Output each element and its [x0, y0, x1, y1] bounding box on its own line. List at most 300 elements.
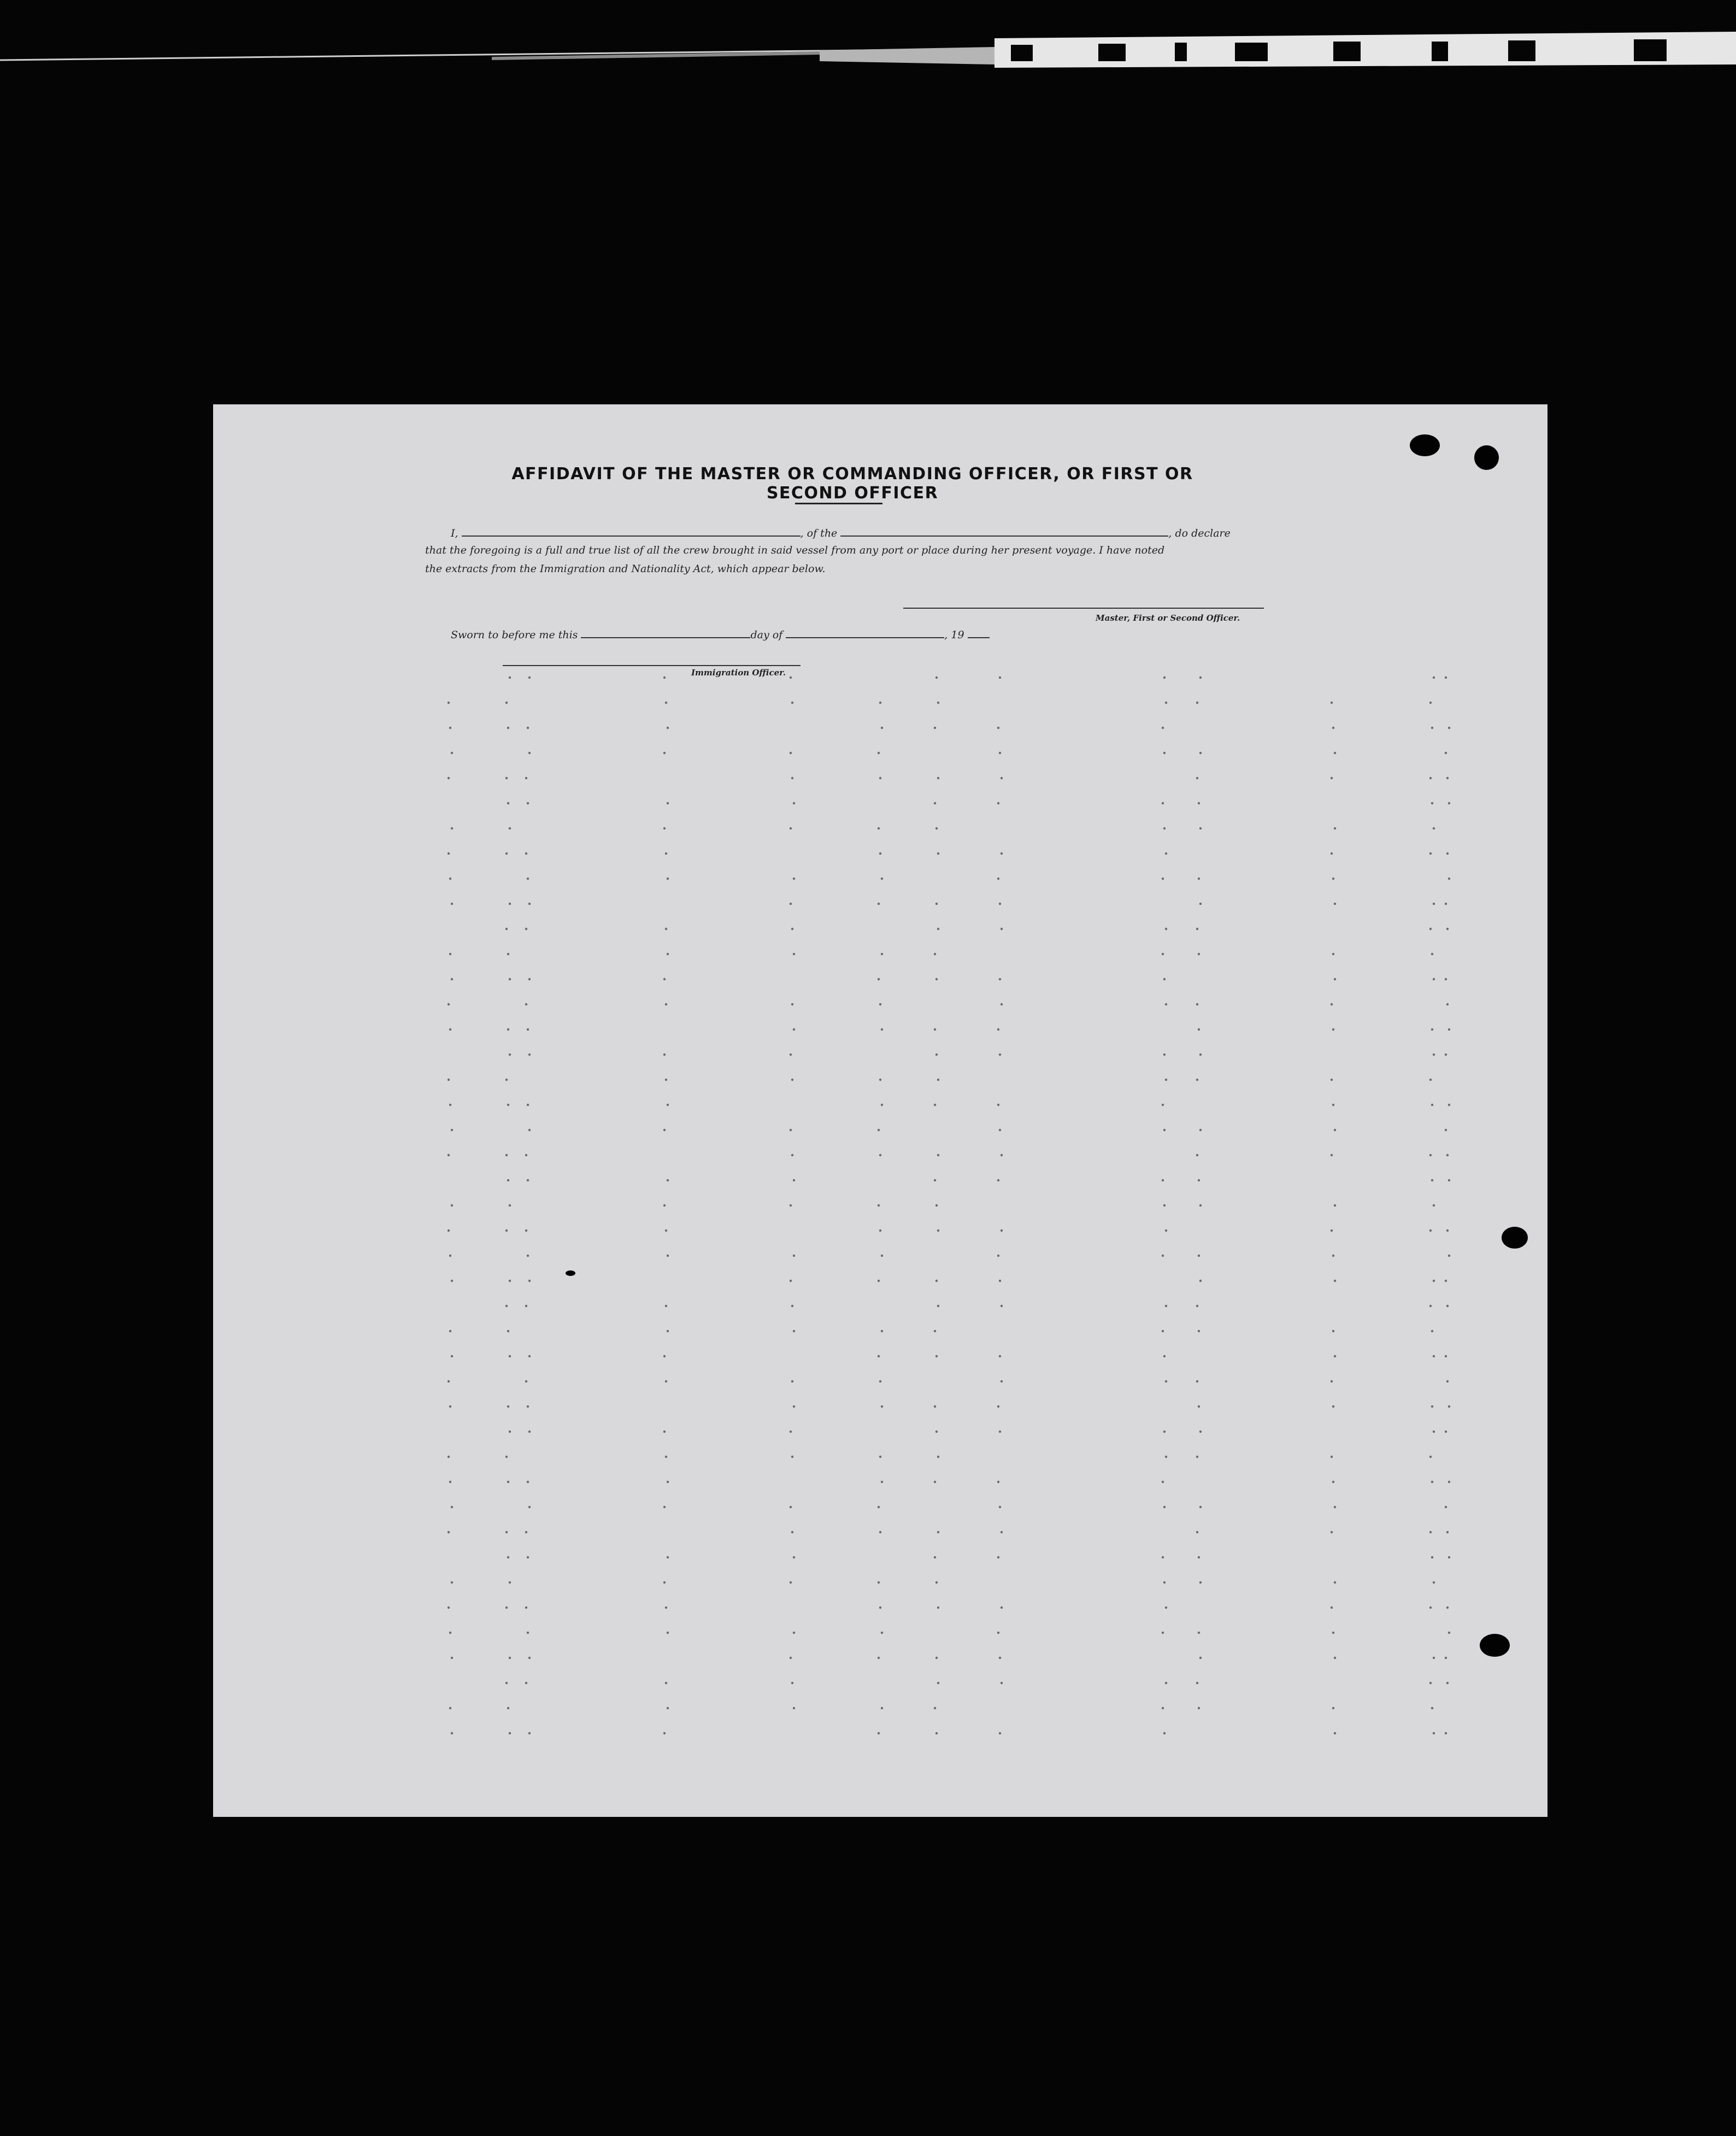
ruling-dot — [1165, 1607, 1167, 1609]
ruling-dot — [879, 1003, 881, 1005]
ruling-dot — [791, 1003, 793, 1005]
ruling-dot — [507, 802, 509, 804]
ruling-dot — [527, 1481, 529, 1483]
ruling-dot — [934, 1330, 936, 1332]
ruling-dot — [1446, 1380, 1449, 1382]
ruling-dot — [505, 1531, 508, 1533]
ruling-dot — [505, 1305, 508, 1307]
ruling-dot — [1001, 1305, 1003, 1307]
ruling-dot — [1199, 827, 1202, 829]
ruling-dot — [1199, 1581, 1202, 1584]
ruling-dot — [1331, 777, 1333, 779]
ruling-dot — [449, 1405, 451, 1408]
ruling-dot — [1431, 1481, 1433, 1483]
ruling-dot — [1332, 1481, 1334, 1483]
ruling-dot — [1429, 777, 1432, 779]
ruling-dot — [448, 852, 450, 855]
ruling-dot — [1429, 1456, 1432, 1458]
ruling-dot — [527, 1632, 529, 1634]
ruling-dot — [509, 1581, 511, 1584]
ruling-dot — [999, 1129, 1001, 1131]
ruling-dot — [793, 1330, 795, 1332]
ruling-dot — [1448, 878, 1450, 880]
ruling-dot — [451, 1506, 453, 1508]
ruling-dot — [527, 802, 529, 804]
ruling-dot — [505, 702, 508, 704]
ruling-dot — [507, 1707, 509, 1709]
ruling-dot — [1331, 1607, 1333, 1609]
ruling-dot — [1431, 1104, 1433, 1106]
ruling-dot — [1199, 1129, 1202, 1131]
ruling-dot — [527, 1255, 529, 1257]
ruling-dot — [449, 1104, 451, 1106]
ruling-dot — [1332, 1104, 1334, 1106]
ruling-dot — [1448, 1028, 1450, 1031]
ruling-dot — [1445, 1431, 1447, 1433]
ruling-dot — [528, 1431, 531, 1433]
ruling-dot — [935, 1732, 938, 1734]
ink-spot — [566, 1270, 575, 1276]
ruling-dot — [881, 1255, 883, 1257]
ruling-dot — [1196, 1456, 1198, 1458]
ruling-dot — [1162, 1481, 1164, 1483]
ruling-dot — [1162, 1556, 1164, 1558]
ruling-dot — [1198, 1255, 1200, 1257]
ruling-dot — [1445, 1129, 1447, 1131]
ruling-dot — [665, 1229, 667, 1232]
ruling-dot — [1163, 1355, 1166, 1357]
ruling-dot — [667, 878, 669, 880]
ruling-dot — [790, 752, 792, 754]
ruling-dot — [791, 1456, 793, 1458]
ruling-dot — [1429, 1079, 1432, 1081]
ruling-dot — [1448, 1481, 1450, 1483]
ruling-dot — [451, 1129, 453, 1131]
ruling-dot — [1198, 878, 1200, 880]
ruling-dot — [665, 1003, 667, 1005]
ruling-dot — [667, 1255, 669, 1257]
ruling-dot — [449, 727, 451, 729]
ruling-dot — [1433, 1657, 1435, 1659]
ruling-dot — [1334, 1355, 1336, 1357]
ruling-dot — [1429, 928, 1432, 930]
ruling-dot — [935, 1657, 938, 1659]
ruling-dot — [1331, 1079, 1333, 1081]
ruling-dot — [935, 903, 938, 905]
ruling-dot — [791, 1682, 793, 1684]
ruling-dot — [881, 1104, 883, 1106]
ruling-dot — [505, 777, 508, 779]
ruling-dot — [1331, 702, 1333, 704]
ruling-dot — [528, 1506, 531, 1508]
ruling-dot — [1433, 827, 1435, 829]
ruling-dot — [1332, 1330, 1334, 1332]
ruling-dot — [663, 978, 666, 980]
ruling-dot — [1199, 752, 1202, 754]
ruling-dot — [1429, 702, 1432, 704]
ruling-dot — [879, 1380, 881, 1382]
ruling-dot — [1448, 1632, 1450, 1634]
ruling-dot — [1162, 1179, 1164, 1181]
ruling-dot — [793, 1255, 795, 1257]
ruling-dot — [525, 1682, 527, 1684]
ruling-dot — [1446, 1531, 1449, 1533]
ruling-dot — [999, 1280, 1001, 1282]
ruling-dot — [1196, 1003, 1198, 1005]
ruling-dot — [449, 1707, 451, 1709]
ruling-dot — [878, 1732, 880, 1734]
ruling-dot — [879, 1531, 881, 1533]
ruling-dot — [1429, 1682, 1432, 1684]
ruling-dot — [878, 903, 880, 905]
ruling-dot — [667, 1330, 669, 1332]
ruling-dot — [935, 1581, 938, 1584]
ruling-dot — [793, 1405, 795, 1408]
ruling-dot — [934, 1405, 936, 1408]
ruling-dot — [507, 1405, 509, 1408]
ruling-dot — [935, 1355, 938, 1357]
ruling-dot — [663, 1581, 666, 1584]
ruling-dot — [1165, 1456, 1167, 1458]
ruling-dot — [1163, 1431, 1166, 1433]
ruling-dot — [1162, 1330, 1164, 1332]
ruling-dot — [793, 802, 795, 804]
vessel-prefix: , of the — [800, 527, 838, 539]
ruling-dot — [1001, 1380, 1003, 1382]
ruling-dot — [451, 1280, 453, 1282]
ruling-dot — [937, 777, 939, 779]
declarant-prefix: I, — [451, 527, 458, 539]
ruling-dot — [1163, 752, 1166, 754]
ruling-dot — [509, 1054, 511, 1056]
ruling-dot — [1162, 953, 1164, 955]
ruling-dot — [935, 1204, 938, 1207]
ruling-dot — [790, 676, 792, 679]
ruling-dot — [1334, 1657, 1336, 1659]
ruling-dot — [934, 1179, 936, 1181]
ruling-dot — [527, 1405, 529, 1408]
ruling-dot — [1334, 1732, 1336, 1734]
ruling-dot — [878, 752, 880, 754]
ruling-dot — [935, 978, 938, 980]
ruling-dot — [505, 1607, 508, 1609]
ruling-dot — [1162, 1632, 1164, 1634]
ruling-dot — [1001, 1531, 1003, 1533]
ruling-dot — [1445, 1657, 1447, 1659]
sworn-year-prefix: , 19 — [944, 629, 964, 641]
ruling-dot — [881, 1330, 883, 1332]
ruling-dot — [667, 1556, 669, 1558]
ruling-dot — [1431, 1179, 1433, 1181]
ruling-dot — [937, 1682, 939, 1684]
ruling-dot — [1163, 1204, 1166, 1207]
ruling-dot — [1433, 676, 1435, 679]
ruling-dot — [879, 852, 881, 855]
ruling-dot — [451, 1355, 453, 1357]
ruling-dot — [999, 1355, 1001, 1357]
ruling-dot — [663, 1506, 666, 1508]
ruling-dot — [999, 676, 1001, 679]
ruling-dot — [665, 1079, 667, 1081]
ruling-dot — [451, 1204, 453, 1207]
ruling-dot — [505, 1456, 508, 1458]
ruling-dot — [1429, 1305, 1432, 1307]
ruling-dot — [509, 1431, 511, 1433]
ruling-dot — [449, 953, 451, 955]
ruling-dot — [790, 1129, 792, 1131]
ruling-dot — [879, 1154, 881, 1156]
ruling-dot — [791, 1154, 793, 1156]
ruling-dot — [937, 1154, 939, 1156]
ruling-dot — [1433, 903, 1435, 905]
ruling-dot — [509, 1355, 511, 1357]
ruling-dot — [879, 1229, 881, 1232]
ruling-dot — [448, 1607, 450, 1609]
ruling-dot — [528, 676, 531, 679]
ruling-dot — [1162, 1104, 1164, 1106]
ruling-dot — [507, 727, 509, 729]
ruling-dot — [1334, 1129, 1336, 1131]
ruling-dot — [935, 1431, 938, 1433]
ruling-dot — [1334, 978, 1336, 980]
ruling-dot — [507, 1330, 509, 1332]
ruling-dot — [1165, 1003, 1167, 1005]
ruling-dot — [790, 1204, 792, 1207]
ruling-dot — [528, 1657, 531, 1659]
ruling-dot — [934, 1556, 936, 1558]
ruling-dot — [997, 1632, 999, 1634]
ruling-dot — [997, 1028, 999, 1031]
ruling-dot — [448, 1531, 450, 1533]
ruling-dot — [793, 1179, 795, 1181]
ruling-dot — [663, 1204, 666, 1207]
ruling-dot — [451, 752, 453, 754]
ruling-dot — [525, 1229, 527, 1232]
ruling-dot — [1446, 1229, 1449, 1232]
ruling-dot — [878, 978, 880, 980]
ruling-dot — [507, 1028, 509, 1031]
ruling-dot — [1445, 1355, 1447, 1357]
ruling-dot — [1199, 1054, 1202, 1056]
ruling-dot — [663, 1431, 666, 1433]
ruling-dot — [1448, 727, 1450, 729]
ruling-dot — [999, 1732, 1001, 1734]
ruling-dot — [663, 1732, 666, 1734]
ruling-dot — [937, 1531, 939, 1533]
ruling-dot — [1198, 1556, 1200, 1558]
ruling-dot — [934, 1481, 936, 1483]
ruling-dot — [505, 1229, 508, 1232]
ruling-dot — [1433, 1280, 1435, 1282]
ruling-dot — [791, 1305, 793, 1307]
ruling-dot — [1199, 1506, 1202, 1508]
ruling-dot — [1448, 1104, 1450, 1106]
ruling-dot — [999, 1054, 1001, 1056]
ruling-dot — [1165, 852, 1167, 855]
ruling-dot — [1162, 727, 1164, 729]
master-signature-caption: Master, First or Second Officer. — [1096, 613, 1240, 623]
ruling-dot — [1446, 1607, 1449, 1609]
ruling-dot — [667, 1632, 669, 1634]
ruling-dot — [449, 1481, 451, 1483]
ruling-dot — [791, 777, 793, 779]
ruling-dot — [790, 1581, 792, 1584]
ruling-dot — [509, 1204, 511, 1207]
ruling-dot — [449, 1330, 451, 1332]
ruling-dot — [1429, 1607, 1432, 1609]
ruling-dot — [999, 1657, 1001, 1659]
ruling-dot — [1163, 676, 1166, 679]
ruling-dot — [790, 1054, 792, 1056]
sworn-prefix: Sworn to before me this — [451, 629, 578, 641]
ruling-dot — [1163, 827, 1166, 829]
ruling-dot — [1334, 827, 1336, 829]
declare-suffix: , do declare — [1168, 527, 1231, 539]
ruling-dot — [1163, 1581, 1166, 1584]
ruling-dot — [878, 1581, 880, 1584]
ruling-dot — [525, 1531, 527, 1533]
ruling-dot — [528, 1054, 531, 1056]
ruling-dot — [448, 1154, 450, 1156]
ruling-dot — [528, 752, 531, 754]
ruling-dot — [505, 1154, 508, 1156]
ruling-dot — [1429, 1154, 1432, 1156]
ruling-dot — [1331, 1456, 1333, 1458]
immigration-officer-caption: Immigration Officer. — [691, 668, 786, 678]
ruling-dot — [525, 852, 527, 855]
ruling-dot — [665, 1682, 667, 1684]
ruling-dot — [879, 1079, 881, 1081]
ruling-dot — [1163, 1506, 1166, 1508]
ruling-dot — [1445, 1280, 1447, 1282]
ruling-dot — [937, 1229, 939, 1232]
ruling-dot — [1446, 1305, 1449, 1307]
ruling-dot — [881, 953, 883, 955]
sworn-day-of: day of — [750, 629, 783, 641]
film-edge-strip — [0, 0, 1736, 77]
ruling-dot — [997, 802, 999, 804]
ruling-dot — [663, 752, 666, 754]
ruling-dot — [1001, 1003, 1003, 1005]
ruling-dot — [509, 978, 511, 980]
punch-hole-mark — [1480, 1634, 1510, 1657]
ruling-dot — [448, 1003, 450, 1005]
ruling-dot — [449, 878, 451, 880]
ruling-dot — [507, 1556, 509, 1558]
ruling-dot — [1431, 1028, 1433, 1031]
ruling-dot — [1431, 727, 1433, 729]
ruling-dot — [791, 702, 793, 704]
ruling-dot — [1331, 1380, 1333, 1382]
ruling-dot — [1334, 1506, 1336, 1508]
ruling-dot — [1198, 1405, 1200, 1408]
ruling-dot — [525, 928, 527, 930]
ruling-dot — [509, 903, 511, 905]
ruling-dot — [1334, 1581, 1336, 1584]
ruling-dot — [665, 852, 667, 855]
ruling-dot — [1198, 1179, 1200, 1181]
ruling-dot — [1331, 1229, 1333, 1232]
ruling-dot — [1196, 1079, 1198, 1081]
ruling-dot — [1433, 1732, 1435, 1734]
ruling-dot — [1431, 1707, 1433, 1709]
ruling-dot — [878, 1204, 880, 1207]
ruling-dot — [667, 1481, 669, 1483]
ruling-dot — [1331, 1003, 1333, 1005]
ruling-dot — [997, 1104, 999, 1106]
ruling-dot — [879, 777, 881, 779]
ruling-dot — [1196, 1305, 1198, 1307]
ruling-dot — [451, 1581, 453, 1584]
ruling-dot — [793, 1707, 795, 1709]
ruling-dot — [793, 878, 795, 880]
ruling-dot — [1446, 1003, 1449, 1005]
ruling-dot — [528, 978, 531, 980]
ruling-dot — [937, 702, 939, 704]
ruling-dot — [1334, 752, 1336, 754]
ruling-dot — [1445, 1506, 1447, 1508]
ruling-dot — [791, 1380, 793, 1382]
punch-hole-mark — [1474, 445, 1499, 470]
ruling-dot — [1162, 802, 1164, 804]
ruling-dot — [525, 1607, 527, 1609]
affidavit-title: AFFIDAVIT OF THE MASTER OR COMMANDING OFFICER, OR FIRST OR SECOND OFFICER — [511, 464, 1193, 503]
ruling-dot — [451, 903, 453, 905]
ruling-dot — [881, 1632, 883, 1634]
ruling-dot — [935, 1280, 938, 1282]
ruling-dot — [505, 928, 508, 930]
ruling-dot — [449, 1255, 451, 1257]
ruling-dot — [793, 953, 795, 955]
ruling-dot — [881, 878, 883, 880]
ruling-dot — [527, 1556, 529, 1558]
ruling-dot — [1445, 978, 1447, 980]
ruling-dot — [791, 1531, 793, 1533]
ruling-dot — [451, 1657, 453, 1659]
ruling-dot — [1445, 752, 1447, 754]
ruling-dot — [665, 1456, 667, 1458]
ruling-dot — [1163, 1054, 1166, 1056]
ruling-dot — [1162, 878, 1164, 880]
ruling-dot — [1162, 1255, 1164, 1257]
ruling-dot — [881, 1481, 883, 1483]
ruling-dot — [665, 928, 667, 930]
ruling-dot — [667, 1104, 669, 1106]
ruling-dot — [1433, 1204, 1435, 1207]
ruling-dot — [528, 1732, 531, 1734]
ruling-dot — [1431, 1405, 1433, 1408]
ruling-dot — [525, 1003, 527, 1005]
ruling-dot — [1446, 928, 1449, 930]
ruling-dot — [790, 1280, 792, 1282]
ruling-dot — [1431, 953, 1433, 955]
ruling-dot — [1001, 1154, 1003, 1156]
ruling-dot — [667, 727, 669, 729]
ruling-dot — [1165, 1229, 1167, 1232]
ruling-dot — [1196, 1380, 1198, 1382]
declaration-line-3: the extracts from the Immigration and Nationality Act, which appear below. — [425, 563, 826, 575]
ruling-dot — [1433, 1355, 1435, 1357]
ruling-dot — [793, 1028, 795, 1031]
affidavit-page — [213, 404, 1547, 1817]
ruling-dot — [1165, 1079, 1167, 1081]
ruling-dot — [934, 1028, 936, 1031]
ruling-dot — [1431, 802, 1433, 804]
ruling-dot — [934, 1707, 936, 1709]
ruling-dot — [1199, 1431, 1202, 1433]
ruling-dot — [1332, 1255, 1334, 1257]
ruling-dot — [790, 1431, 792, 1433]
